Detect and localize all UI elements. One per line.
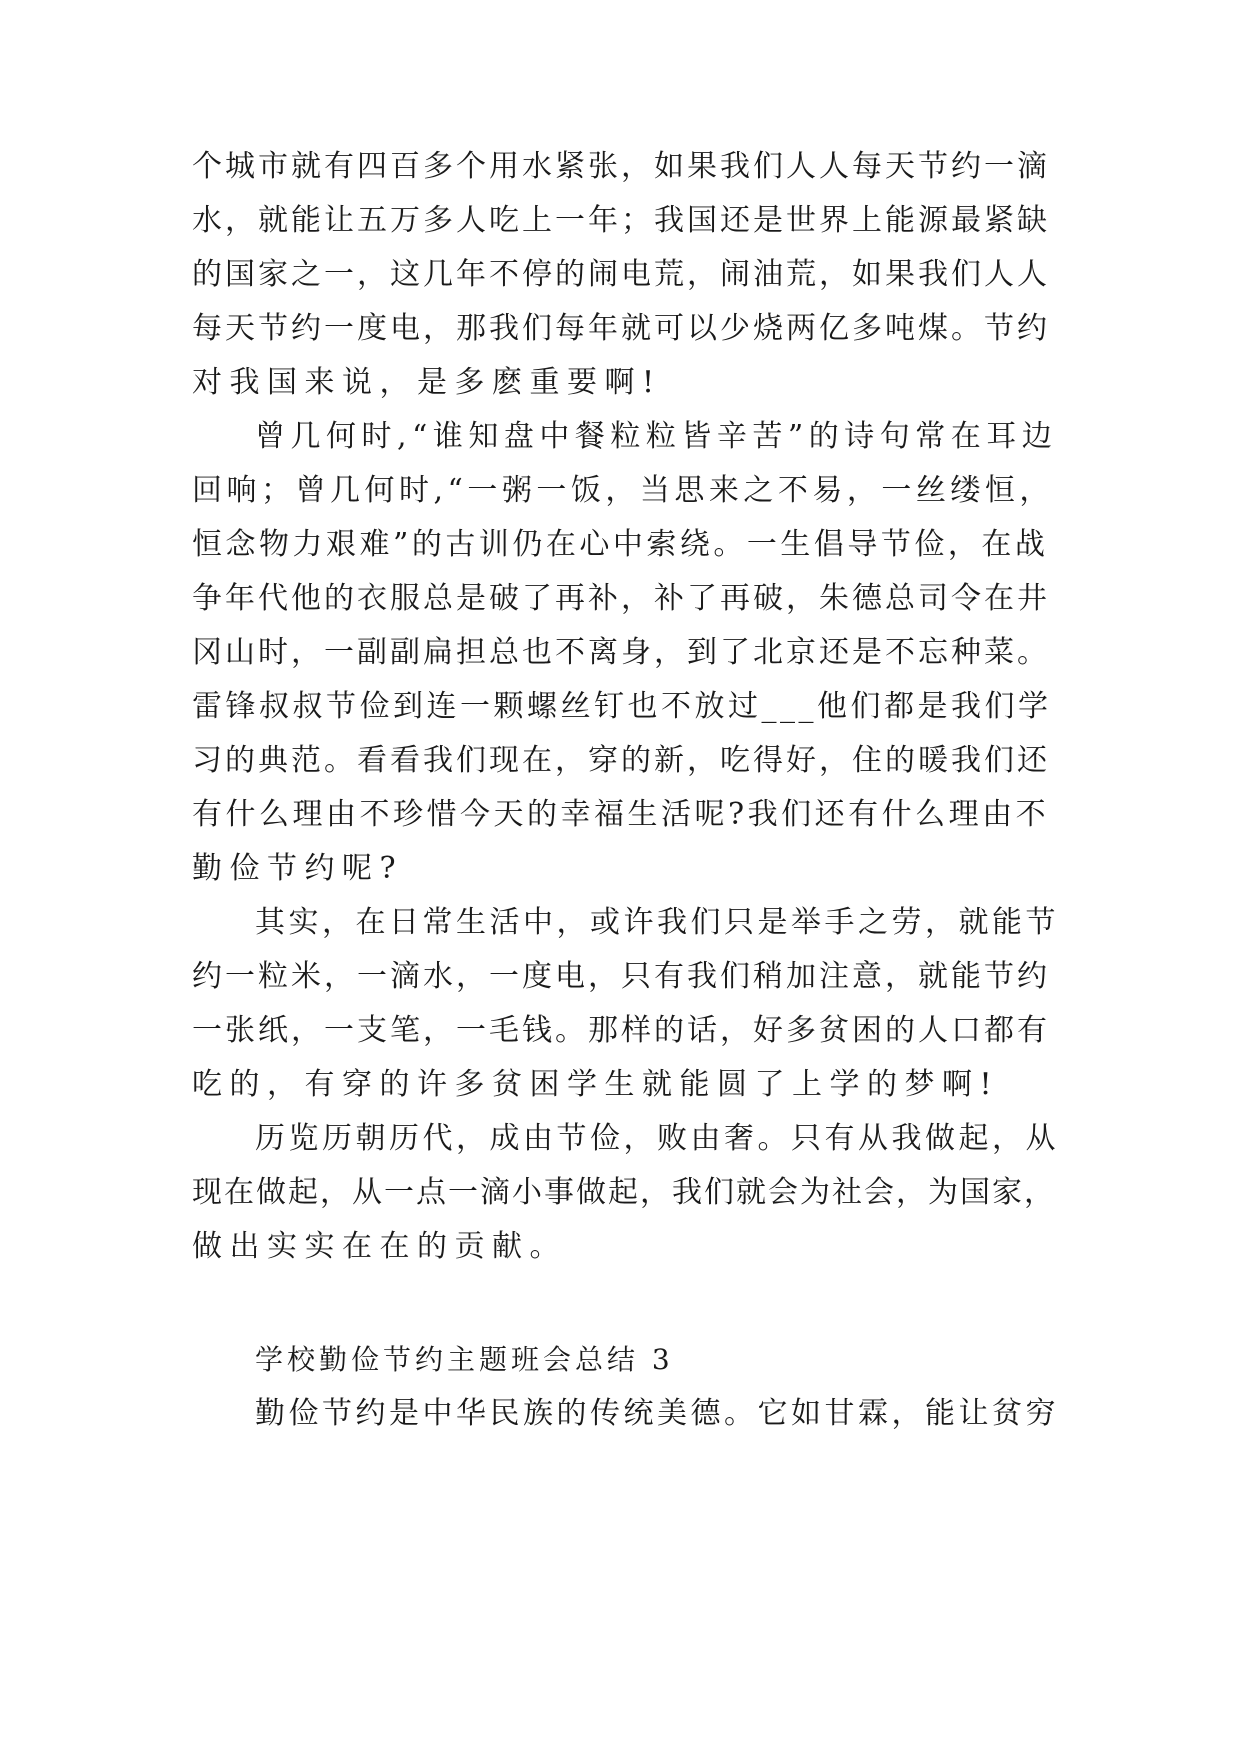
section-heading: 学校勤俭节约主题班会总结 3 <box>255 1343 674 1376</box>
paragraph-4-line-1: 历览历朝历代，成由节俭，败由奢。只有从我做起，从 <box>255 1121 1059 1156</box>
paragraph-1-line-5: 对我国来说，是多麽重要啊! <box>192 365 662 400</box>
paragraph-2-line-6: 雷锋叔叔节俭到连一颗螺丝钉也不放过___他们都是我们学 <box>192 689 1052 724</box>
paragraph-2-line-2: 回响；曾几何时,“一粥一饭，当思来之不易，一丝缕恒， <box>192 473 1054 508</box>
paragraph-2-line-3: 恒念物力艰难”的古训仍在心中索绕。一生倡导节俭，在战 <box>192 527 1049 562</box>
paragraph-4-line-3: 做出实实在在的贡献。 <box>192 1229 567 1264</box>
paragraph-3-line-1: 其实，在日常生活中，或许我们只是举手之劳，就能节 <box>255 905 1059 940</box>
paragraph-2-line-7: 习的典范。看看我们现在，穿的新，吃得好，住的暖我们还 <box>192 743 1050 778</box>
paragraph-1-line-2: 水，就能让五万多人吃上一年；我国还是世界上能源最紧缺 <box>192 203 1050 238</box>
paragraph-2-line-8: 有什么理由不珍惜今天的幸福生活呢?我们还有什么理由不 <box>192 797 1050 832</box>
paragraph-2-line-1: 曾几何时,“谁知盘中餐粒粒皆辛苦”的诗句常在耳边 <box>255 419 1058 454</box>
paragraph-3-line-4: 吃的，有穿的许多贫困学生就能圆了上学的梦啊! <box>192 1067 1000 1102</box>
paragraph-3-line-2: 约一粒米，一滴水，一度电，只有我们稍加注意，就能节约 <box>192 959 1050 994</box>
paragraph-1-line-4: 每天节约一度电，那我们每年就可以少烧两亿多吨煤。节约 <box>192 311 1050 346</box>
paragraph-1-line-3: 的国家之一，这几年不停的闹电荒，闹油荒，如果我们人人 <box>192 257 1050 292</box>
paragraph-4-line-2: 现在做起，从一点一滴小事做起，我们就会为社会，为国家， <box>192 1175 1056 1210</box>
paragraph-2-line-9: 勤俭节约呢? <box>192 851 404 886</box>
paragraph-5-line-1: 勤俭节约是中华民族的传统美德。它如甘霖，能让贫穷 <box>255 1396 1059 1431</box>
paragraph-3-line-3: 一张纸，一支笔，一毛钱。那样的话，好多贫困的人口都有 <box>192 1013 1050 1048</box>
paragraph-2-line-4: 争年代他的衣服总是破了再补，补了再破，朱德总司令在井 <box>192 581 1050 616</box>
paragraph-2-line-5: 冈山时，一副副扁担总也不离身，到了北京还是不忘种菜。 <box>192 635 1050 670</box>
paragraph-1-line-1: 个城市就有四百多个用水紧张，如果我们人人每天节约一滴 <box>192 149 1050 184</box>
